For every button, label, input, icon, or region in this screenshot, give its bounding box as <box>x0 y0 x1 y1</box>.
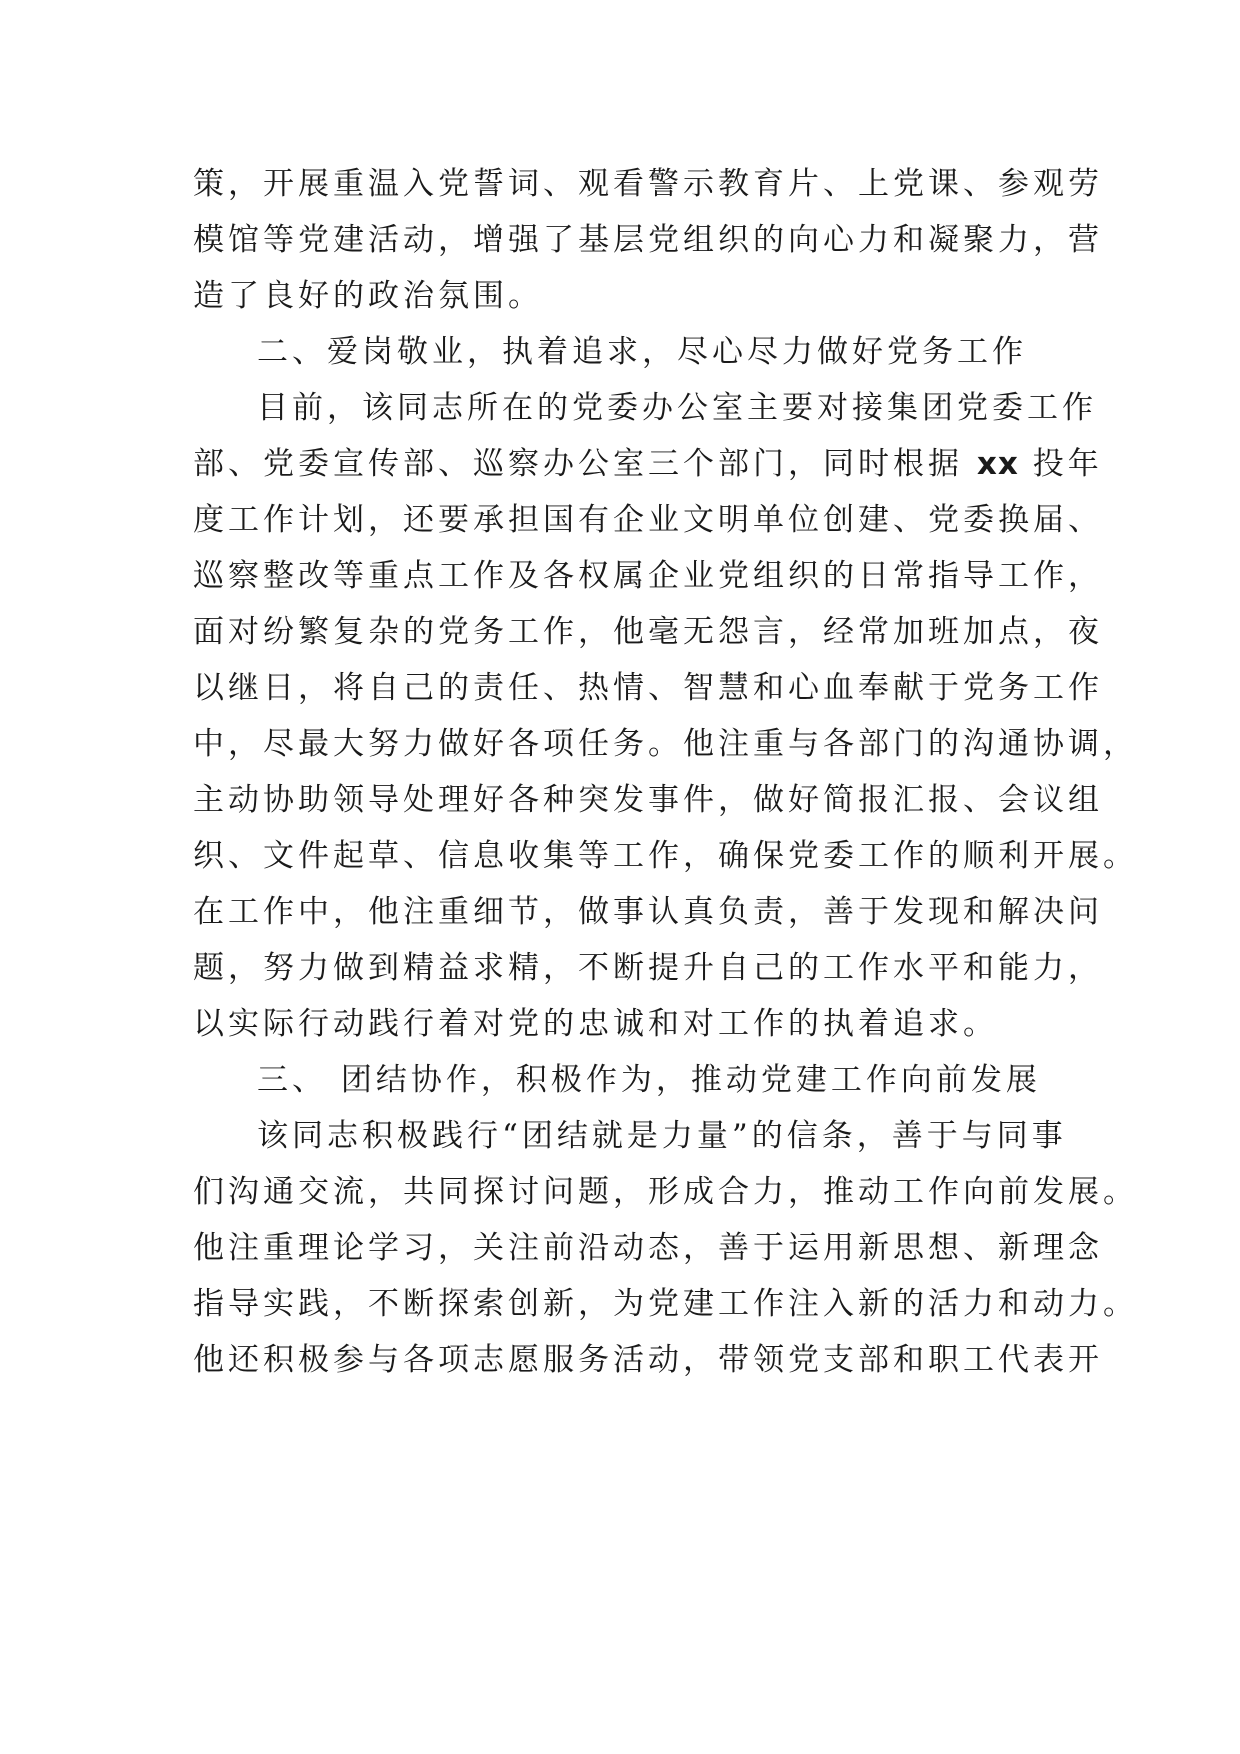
paragraph-line: 中，尽最大努力做好各项任务。他注重与各部门的沟通协调， <box>193 726 1138 762</box>
paragraph-line: 以继日，将自己的责任、热情、智慧和心血奉献于党务工作 <box>193 670 1103 706</box>
section-heading-2: 二、爱岗敬业，执着追求，尽心尽力做好党务工作 <box>257 334 1027 370</box>
paragraph-line: 造了良好的政治氛围。 <box>193 278 543 314</box>
paragraph-line: 织、文件起草、信息收集等工作，确保党委工作的顺利开展。 <box>193 838 1138 874</box>
placeholder-xx: xx <box>976 446 1019 482</box>
paragraph-line: 该同志积极践行“团结就是力量”的信条，善于与同事 <box>257 1118 1067 1154</box>
paragraph-2 <box>193 380 1138 1052</box>
paragraph-line: 巡察整改等重点工作及各权属企业党组织的日常指导工作， <box>193 558 1103 594</box>
paragraph-line: 指导实践，不断探索创新，为党建工作注入新的活力和动力。 <box>193 1286 1138 1322</box>
paragraph-line: 他还积极参与各项志愿服务活动，带领党支部和职工代表开 <box>193 1342 1103 1378</box>
paragraph-1 <box>193 156 1103 324</box>
paragraph-line: 模馆等党建活动，增强了基层党组织的向心力和凝聚力，营 <box>193 222 1103 258</box>
paragraph-line: 主动协助领导处理好各种突发事件，做好简报汇报、会议组 <box>193 782 1103 818</box>
paragraph-3 <box>193 1108 1138 1388</box>
paragraph-text: 投年 <box>1018 446 1103 482</box>
paragraph-line <box>193 436 1103 492</box>
paragraph-line: 题，努力做到精益求精，不断提升自己的工作水平和能力， <box>193 950 1103 986</box>
paragraph-line: 在工作中，他注重细节，做事认真负责，善于发现和解决问 <box>193 894 1103 930</box>
paragraph-line: 目前，该同志所在的党委办公室主要对接集团党委工作 <box>257 390 1097 426</box>
paragraph-line: 们沟通交流，共同探讨问题，形成合力，推动工作向前发展。 <box>193 1174 1138 1210</box>
paragraph-line: 以实际行动践行着对党的忠诚和对工作的执着追求。 <box>193 1006 998 1042</box>
paragraph-line: 度工作计划，还要承担国有企业文明单位创建、党委换届、 <box>193 502 1103 538</box>
section-heading-3: 三、 团结协作，积极作为，推动党建工作向前发展 <box>257 1062 1041 1098</box>
paragraph-line: 策，开展重温入党誓词、观看警示教育片、上党课、参观劳 <box>193 166 1103 202</box>
paragraph-text: 部、党委宣传部、巡察办公室三个部门，同时根据 <box>193 446 977 482</box>
paragraph-line: 他注重理论学习，关注前沿动态，善于运用新思想、新理念 <box>193 1230 1103 1266</box>
paragraph-line: 面对纷繁复杂的党务工作，他毫无怨言，经常加班加点，夜 <box>193 614 1103 650</box>
document-body <box>193 156 1138 1388</box>
